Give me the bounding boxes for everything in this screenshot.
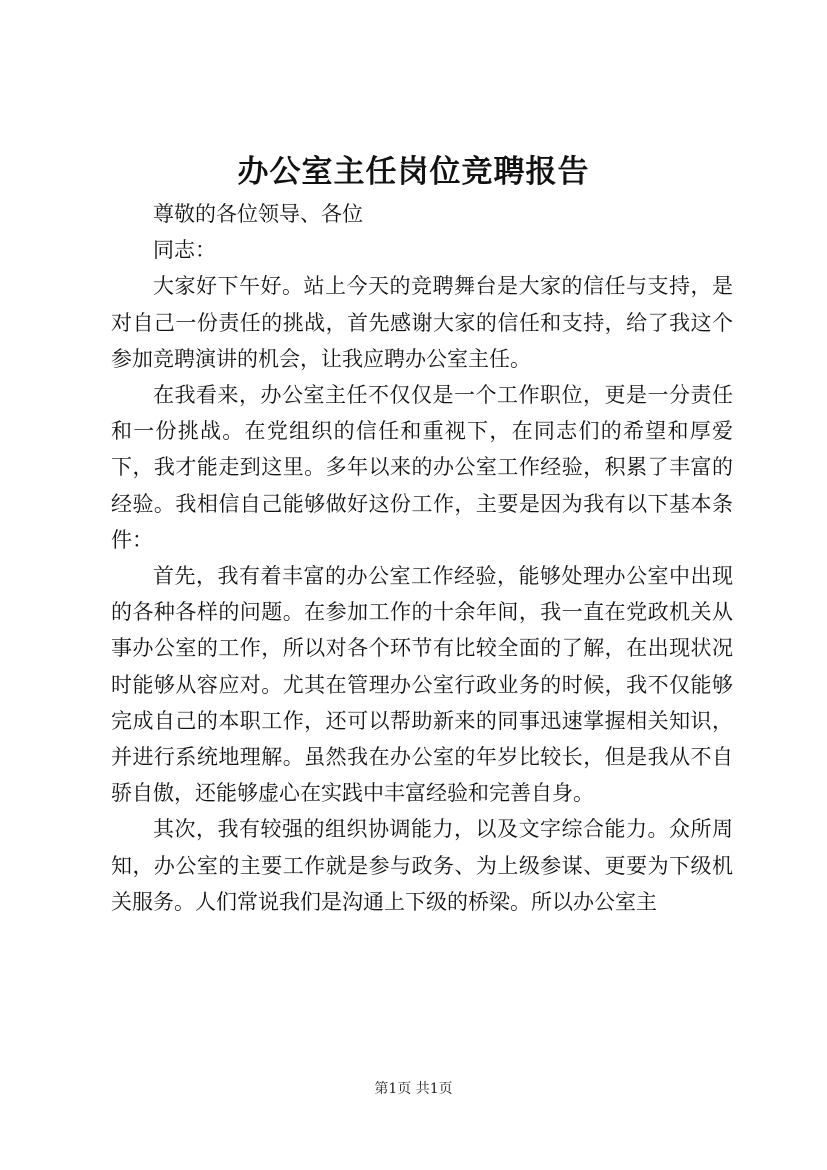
document-title: 办公室主任岗位竞聘报告 xyxy=(237,154,590,190)
page-footer: 第1页 共1页 xyxy=(374,1081,453,1097)
salutation-line-2: 同志： xyxy=(153,238,216,263)
document-body xyxy=(111,196,733,920)
paragraph-second: 其次，我有较强的组织协调能力，以及文字综合能力。众所周知，办公室的主要工作就是参与政务、为上级参谋、更要为下级机关服务。人们常说我们是沟通上下级的桥梁。所以办公室主 xyxy=(111,817,733,914)
salutation-line-1: 尊敬的各位领导、各位 xyxy=(153,202,363,226)
paragraph-greeting: 大家好下午好。站上今天的竞聘舞台是大家的信任与支持，是对自己一份责任的挑战，首先感谢大家的信任和支持，给了我这个参加竞聘演讲的机会，让我应聘办公室主任。 xyxy=(111,274,733,371)
paragraph-first: 首先，我有着丰富的办公室工作经验，能够处理办公室中出现的各种各样的问题。在参加工作的十余年间，我一直在党政机关从事办公室的工作，所以对各个环节有比较全面的了解，在出现状况时能够从容应对。尤其在管理办公室行政业务的时候，我不仅能够完成自己的本职工作，还可以帮助新来的同事迅速掌握相关知识，并进行系统地理解。虽然我在办公室的年岁比较长，但是我从不自骄自傲，还能够虚心在实践中丰富经验和完善自身。 xyxy=(111,564,733,806)
paragraph-view: 在我看来，办公室主任不仅仅是一个工作职位，更是一分责任和一份挑战。在党组织的信任和重视下，在同志们的希望和厚爱下，我才能走到这里。多年以来的办公室工作经验，积累了丰富的经验。我相信自己能够做好这份工作，主要是因为我有以下基本条件： xyxy=(111,383,733,552)
